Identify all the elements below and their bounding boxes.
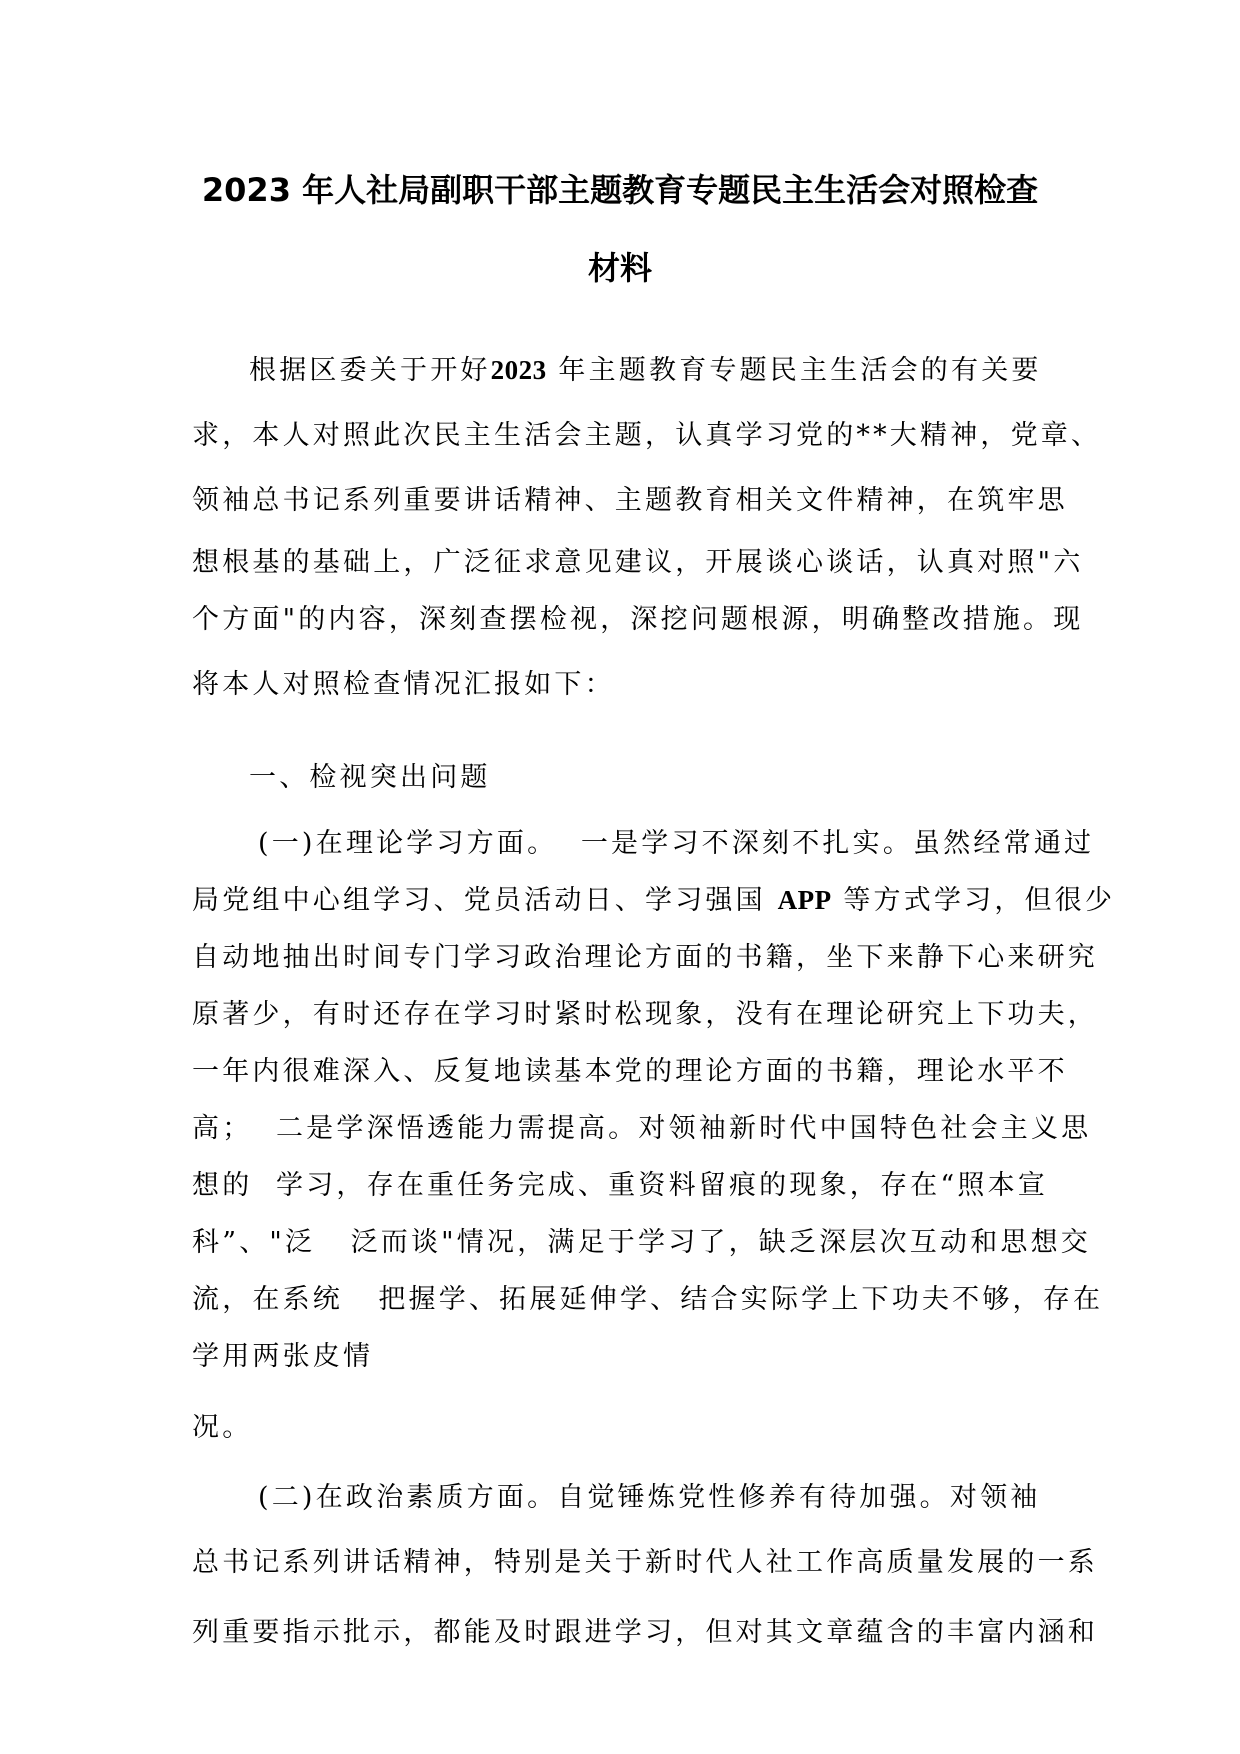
intro-text-b: 年主题教育专题民主生活会的有关要 <box>546 355 1042 386</box>
intro-line-4: 想根基的基础上，广泛征求意见建议，开展谈心谈话，认真对照"六 <box>192 547 1084 578</box>
para1-text-b: 等方式学习，但很少 <box>831 885 1116 916</box>
para1-line-11: 况。 <box>192 1412 253 1443</box>
para1-line-1: (一)在理论学习方面。 一是学习不深刻不扎实。虽然经常通过 <box>258 828 1095 859</box>
para1-line-2 <box>192 878 1115 917</box>
intro-line-5: 个方面"的内容，深刻查摆检视，深挖问题根源，明确整改措施。现 <box>192 604 1084 635</box>
para1-line-6: 高； 二是学深悟透能力需提高。对领袖新时代中国特色社会主义思 <box>192 1113 1092 1144</box>
para2-line-3: 列重要指示批示，都能及时跟进学习，但对其文章蕴含的丰富内涵和 <box>192 1617 1098 1648</box>
para1-line-8: 科”、"泛 泛而谈"情况，满足于学习了，缺乏深层次互动和思想交 <box>192 1227 1091 1258</box>
para1-line-10: 学用两张皮情 <box>192 1341 374 1372</box>
app-term: APP <box>777 885 832 915</box>
para1-line-4: 原著少，有时还存在学习时紧时松现象，没有在理论研究上下功夫， <box>192 999 1098 1030</box>
intro-line-3: 领袖总书记系列重要讲话精神、主题教育相关文件精神，在筑牢思 <box>192 485 1068 516</box>
para1-line-5: 一年内很难深入、反复地读基本党的理论方面的书籍，理论水平不 <box>192 1056 1068 1087</box>
document-title-line1: 2023 年人社局副职干部主题教育专题民主生活会对照检查 <box>201 171 1039 209</box>
para1-text-a: 局党组中心组学习、党员活动日、学习强国 <box>192 885 778 916</box>
document-title-line2: 材料 <box>587 249 652 287</box>
section-heading: 一、检视突出问题 <box>249 762 491 793</box>
intro-line-2: 求，本人对照此次民主生活会主题，认真学习党的**大精神，党章、 <box>192 420 1102 451</box>
year-number: 2023 <box>490 355 547 385</box>
para1-line-7: 想的 学习，存在重任务完成、重资料留痕的现象，存在“照本宣 <box>192 1170 1048 1201</box>
intro-line-6: 将本人对照检查情况汇报如下： <box>192 669 615 700</box>
intro-line-1 <box>249 348 1042 387</box>
intro-text-a: 根据区委关于开好 <box>249 355 491 386</box>
para1-line-9: 流，在系统 把握学、拓展延伸学、结合实际学上下功夫不够，存在 <box>192 1284 1104 1315</box>
para1-line-3: 自动地抽出时间专门学习政治理论方面的书籍，坐下来静下心来研究 <box>192 942 1098 973</box>
para2-line-2: 总书记系列讲话精神，特别是关于新时代人社工作高质量发展的一系 <box>192 1547 1098 1578</box>
para2-line-1: (二)在政治素质方面。自觉锤炼党性修养有待加强。对领袖 <box>258 1482 1041 1513</box>
